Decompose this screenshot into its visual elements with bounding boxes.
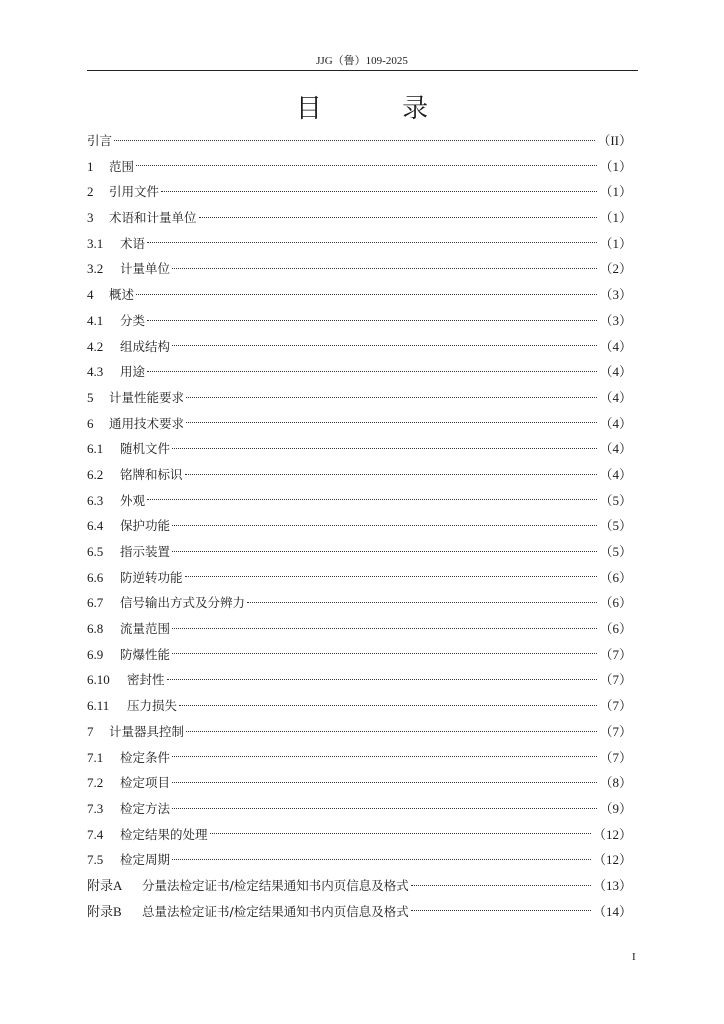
toc-entry[interactable] — [87, 693, 632, 719]
toc-entry[interactable] — [87, 359, 632, 385]
toc-entry-title: 检定方法 — [120, 800, 171, 816]
toc-entry-number: 7 — [87, 723, 94, 739]
toc-entry-page: （7） — [599, 698, 632, 714]
toc-entry-number: 6.1 — [87, 441, 104, 457]
toc-entry[interactable] — [87, 205, 632, 231]
toc-entry-number: 6.3 — [87, 492, 104, 508]
toc-entry-number: 附录B — [87, 903, 122, 919]
toc-entry[interactable] — [87, 308, 632, 334]
toc-entry[interactable] — [87, 873, 632, 899]
toc-entry[interactable] — [87, 616, 632, 642]
toc-entry-page: （6） — [599, 621, 632, 637]
toc-entry[interactable] — [87, 436, 632, 462]
toc-entry-page: （5） — [599, 544, 632, 559]
toc-entry-number: 4.3 — [87, 364, 104, 380]
toc-entry-page: （7） — [599, 723, 632, 739]
toc-entry-title: 检定结果的处理 — [120, 826, 208, 842]
toc-entry-title: 计量性能要求 — [109, 389, 185, 405]
toc-leader-dots — [172, 627, 597, 629]
toc-leader-dots — [186, 421, 597, 423]
toc-entry-page: （II） — [597, 133, 632, 148]
page-number: I — [632, 951, 636, 963]
toc-entry-page: （5） — [599, 518, 632, 534]
toc-entry-title: 术语 — [120, 235, 146, 251]
toc-entry[interactable] — [87, 513, 632, 539]
toc-entry-number: 6.7 — [87, 595, 104, 611]
toc-leader-dots — [147, 319, 597, 321]
toc-entry[interactable] — [87, 488, 632, 514]
toc-leader-dots — [411, 909, 591, 911]
toc-leader-dots — [186, 730, 597, 732]
toc-entry[interactable] — [87, 154, 632, 180]
toc-entry-title: 铭牌和标识 — [120, 466, 183, 482]
toc-entry-title: 总量法检定证书/检定结果通知书内页信息及格式 — [142, 903, 409, 919]
toc-leader-dots — [172, 267, 597, 269]
toc-entry[interactable] — [87, 899, 632, 925]
toc-entry[interactable] — [87, 847, 632, 873]
toc-entry-title: 分量法检定证书/检定结果通知书内页信息及格式 — [142, 877, 409, 893]
toc-entry-title: 检定项目 — [120, 775, 171, 791]
toc-entry[interactable] — [87, 565, 632, 591]
toc-entry-number: 6.6 — [87, 569, 104, 585]
toc-entry[interactable] — [87, 719, 632, 745]
toc-entry-page: （3） — [599, 287, 632, 303]
toc-leader-dots — [172, 652, 597, 654]
toc-entry-page: （7） — [599, 749, 632, 765]
toc-leader-dots — [147, 498, 597, 500]
toc-entry[interactable] — [87, 385, 632, 411]
toc-leader-dots — [172, 858, 591, 860]
toc-entry-title: 组成结构 — [120, 338, 171, 354]
toc-entry-number: 4 — [87, 287, 94, 303]
toc-entry[interactable] — [87, 667, 632, 693]
toc-leader-dots — [147, 241, 597, 243]
toc-leader-dots — [186, 396, 597, 398]
toc-entry-number: 7.5 — [87, 852, 104, 868]
toc-entry-number: 6.11 — [87, 698, 110, 714]
toc-entry-number: 4.1 — [87, 312, 104, 328]
toc-entry[interactable] — [87, 411, 632, 437]
toc-entry-page: （4） — [599, 338, 632, 354]
toc-entry-page: （1） — [599, 210, 632, 226]
toc-list — [87, 128, 632, 924]
toc-entry-page: （2） — [599, 261, 632, 277]
toc-entry-number: 3.2 — [87, 261, 104, 277]
toc-leader-dots — [172, 344, 597, 346]
toc-entry-title: 外观 — [120, 492, 146, 508]
toc-entry[interactable] — [87, 282, 632, 308]
toc-entry[interactable] — [87, 462, 632, 488]
toc-entry-title: 计量器具控制 — [109, 723, 185, 739]
toc-entry-title: 防逆转功能 — [120, 569, 183, 585]
toc-entry-title: 计量单位 — [120, 261, 171, 277]
toc-entry[interactable] — [87, 179, 632, 205]
toc-entry-page: （6） — [599, 569, 632, 585]
toc-entry-page: （4） — [599, 466, 632, 482]
toc-entry-page: （9） — [599, 800, 632, 816]
toc-entry-title: 概述 — [109, 287, 135, 303]
toc-entry[interactable] — [87, 745, 632, 771]
toc-entry-page: （1） — [599, 184, 632, 200]
toc-leader-dots — [411, 884, 591, 886]
toc-entry-title: 信号输出方式及分辨力 — [120, 595, 246, 611]
toc-entry-number: 2 — [87, 184, 94, 200]
toc-entry-page: （13） — [592, 877, 632, 893]
toc-entry-page: （4） — [599, 441, 632, 457]
toc-entry-number: 6 — [87, 415, 94, 431]
toc-title: 目 录 — [295, 94, 465, 124]
toc-entry-number: 6.10 — [87, 672, 110, 688]
toc-entry-page: （4） — [599, 389, 632, 405]
toc-leader-dots — [172, 447, 597, 449]
toc-entry-title: 防爆性能 — [120, 646, 171, 662]
toc-entry-page: （1） — [599, 235, 632, 251]
toc-entry-title: 引用文件 — [109, 184, 160, 200]
toc-entry[interactable] — [87, 590, 632, 616]
toc-entry-number: 7.1 — [87, 749, 104, 765]
toc-entry-title: 分类 — [120, 312, 146, 328]
toc-leader-dots — [172, 550, 597, 552]
toc-leader-dots — [179, 704, 597, 706]
toc-leader-dots — [247, 601, 597, 603]
toc-entry-number: 7.2 — [87, 775, 104, 791]
toc-entry[interactable] — [87, 539, 632, 565]
toc-entry[interactable] — [87, 256, 632, 282]
toc-leader-dots — [161, 190, 597, 192]
toc-entry-title: 检定条件 — [120, 749, 171, 765]
header-rule — [87, 70, 638, 71]
toc-entry-number: 3.1 — [87, 235, 104, 251]
toc-entry-number: 1 — [87, 158, 94, 174]
toc-leader-dots — [172, 755, 597, 757]
toc-entry-title: 压力损失 — [127, 698, 178, 714]
toc-entry-page: （4） — [599, 364, 632, 380]
toc-entry-page: （1） — [599, 158, 632, 174]
toc-leader-dots — [199, 216, 598, 218]
toc-entry-page: （12） — [592, 852, 632, 868]
toc-entry[interactable] — [87, 231, 632, 257]
toc-entry-title: 保护功能 — [120, 518, 171, 534]
toc-leader-dots — [136, 293, 597, 295]
toc-entry-number: 6.5 — [87, 544, 104, 559]
toc-entry-number: 6.4 — [87, 518, 104, 534]
toc-entry-number: 6.8 — [87, 621, 104, 637]
toc-entry-number: 7.4 — [87, 826, 104, 842]
toc-entry[interactable] — [87, 770, 632, 796]
toc-entry-title: 检定周期 — [120, 852, 171, 868]
toc-entry-page: （4） — [599, 415, 632, 431]
toc-entry[interactable] — [87, 334, 632, 360]
toc-entry[interactable] — [87, 128, 632, 154]
toc-entry-title: 通用技术要求 — [109, 415, 185, 431]
toc-entry-page: （14） — [592, 903, 632, 919]
toc-entry-page: （12） — [592, 826, 632, 842]
toc-leader-dots — [172, 524, 597, 526]
toc-entry-number: 7.3 — [87, 800, 104, 816]
toc-entry-title: 用途 — [120, 364, 146, 380]
toc-leader-dots — [167, 678, 598, 680]
toc-entry-title: 范围 — [109, 158, 135, 174]
toc-entry-page: （7） — [599, 646, 632, 662]
toc-entry-title: 密封性 — [127, 672, 165, 688]
toc-leader-dots — [147, 370, 597, 372]
toc-entry-number: 4.2 — [87, 338, 104, 354]
toc-leader-dots — [210, 832, 591, 834]
toc-entry-title: 流量范围 — [120, 621, 171, 637]
toc-entry-page: （5） — [599, 492, 632, 508]
toc-entry-number: 6.2 — [87, 466, 104, 482]
toc-leader-dots — [172, 807, 597, 809]
toc-entry-page: （7） — [599, 672, 632, 688]
toc-leader-dots — [185, 473, 598, 475]
toc-leader-dots — [114, 139, 595, 141]
toc-entry-number: 6.9 — [87, 646, 104, 662]
toc-entry-title: 随机文件 — [120, 441, 171, 457]
toc-entry-page: （3） — [599, 312, 632, 328]
toc-entry[interactable] — [87, 642, 632, 668]
toc-entry-number: 附录A — [87, 877, 123, 893]
toc-entry-page: （6） — [599, 595, 632, 611]
toc-entry-title: 指示装置 — [120, 544, 171, 559]
toc-entry[interactable] — [87, 796, 632, 822]
toc-entry-number: 5 — [87, 389, 94, 405]
toc-entry[interactable] — [87, 822, 632, 848]
toc-entry-title: 术语和计量单位 — [109, 210, 197, 226]
toc-entry-title: 引言 — [87, 133, 113, 148]
toc-leader-dots — [136, 164, 597, 166]
toc-entry-number: 3 — [87, 210, 94, 226]
standard-code: JJG（鲁）109-2025 — [316, 55, 408, 67]
toc-leader-dots — [185, 575, 598, 577]
toc-entry-page: （8） — [599, 775, 632, 791]
toc-leader-dots — [172, 781, 597, 783]
